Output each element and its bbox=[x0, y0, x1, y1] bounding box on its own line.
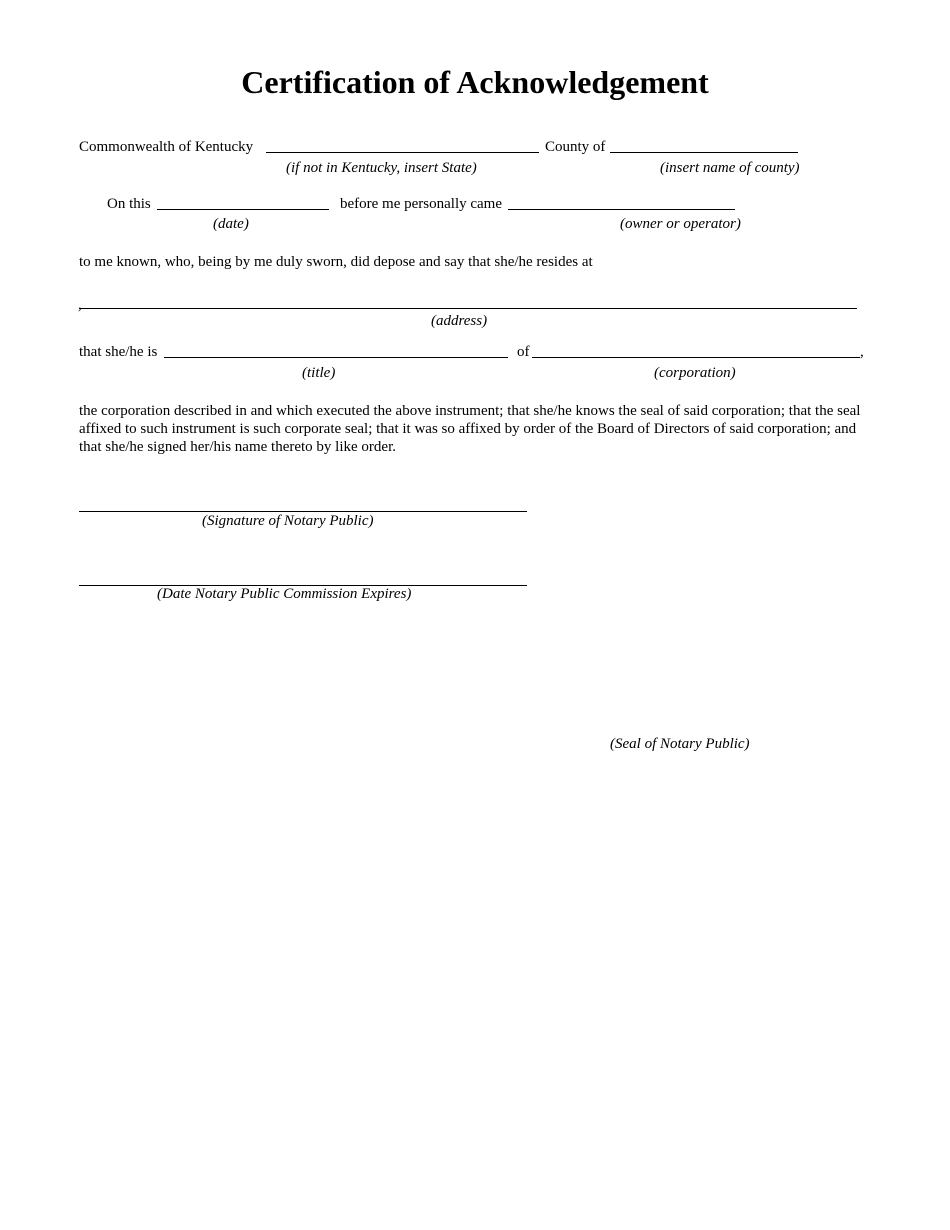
state-caption: (if not in Kentucky, insert State) bbox=[286, 160, 477, 176]
address-comma: , bbox=[78, 297, 82, 313]
corporation-statement: the corporation described in and which executed the above instrument; that she/he knows the seal of said corporation; that the seal affixed to such instrument is such corporate seal; that it was so affixed by order of the Board of Directors of said corporation; and that she/he signed her/his name thereto by like order. bbox=[79, 403, 861, 455]
commonwealth-label: Commonwealth of Kentucky bbox=[79, 139, 254, 155]
county-caption: (insert name of county) bbox=[660, 160, 800, 176]
of-label: of bbox=[517, 344, 530, 360]
county-label: County of bbox=[545, 139, 606, 155]
date-caption: (date) bbox=[213, 216, 249, 232]
resides-statement: to me known, who, being by me duly sworn, did depose and say that she/he resides at bbox=[79, 254, 593, 270]
corporation-field[interactable] bbox=[532, 357, 860, 358]
county-field[interactable] bbox=[610, 152, 798, 153]
trailing-comma: , bbox=[860, 344, 864, 360]
notary-seal-caption: (Seal of Notary Public) bbox=[610, 736, 750, 752]
on-this-label: On this bbox=[107, 196, 151, 212]
title-caption: (title) bbox=[302, 365, 336, 381]
title-field[interactable] bbox=[164, 357, 508, 358]
date-field[interactable] bbox=[157, 209, 329, 210]
commission-expiry-caption: (Date Notary Public Commission Expires) bbox=[157, 586, 412, 602]
before-me-label: before me personally came bbox=[340, 196, 503, 212]
document-title: Certification of Acknowledgement bbox=[241, 64, 709, 100]
owner-operator-caption: (owner or operator) bbox=[620, 216, 741, 232]
address-field[interactable] bbox=[80, 308, 857, 309]
owner-operator-field[interactable] bbox=[508, 209, 735, 210]
state-field[interactable] bbox=[266, 152, 539, 153]
corporation-caption: (corporation) bbox=[654, 365, 736, 381]
address-caption: (address) bbox=[431, 313, 488, 329]
notary-signature-caption: (Signature of Notary Public) bbox=[202, 513, 374, 529]
that-she-he-is-label: that she/he is bbox=[79, 344, 158, 360]
